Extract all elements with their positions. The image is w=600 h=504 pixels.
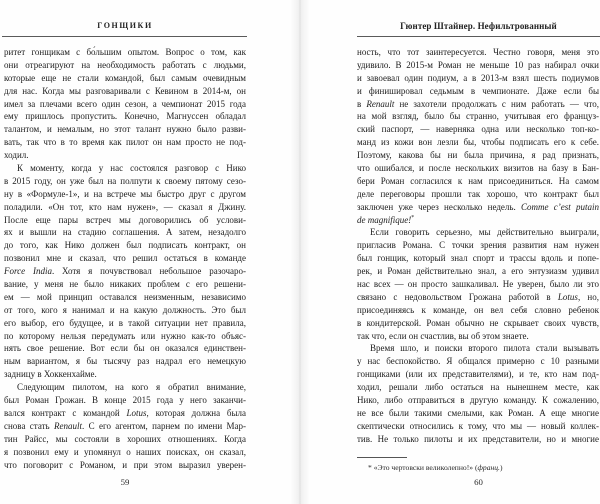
text-line: позвонил мне и сказал, что решил остаться в команде xyxy=(4,253,246,264)
text-line: ях и вышли на стадию соглашения. А затем, незадолго xyxy=(4,227,246,238)
text-line: задницу в Хоккенхайме. xyxy=(4,369,97,380)
text-line: что ошибался, и после нескольких визитов на базу в Бан- xyxy=(357,163,599,174)
text-line: ему пришлось пропустить. Конечно, Магнуссен обладал xyxy=(4,111,246,122)
footnote-text: * «Это чертовски великолепно!» (франц.) xyxy=(368,463,503,472)
text-line: был гонщик, который знал спорт и трассы вдоль и попе- xyxy=(357,253,599,264)
text-line: имел за плечами всего один сезон, а чемпионат 2015 года xyxy=(4,98,246,109)
text-line: так что, если он счастлив, вы об этом знаете. xyxy=(357,330,529,341)
text-line: Следующим пилотом, на кого я обратил внимание, xyxy=(17,382,246,393)
text-line: в Renault не захотели продолжать с ним работать — что, xyxy=(357,98,599,109)
text-line: К моменту, когда у нас состоялся разговор с Нико xyxy=(17,163,246,174)
text-line: до того, как Нико должен был подписать контракт, он xyxy=(4,240,246,251)
text-line: de magnifique!* xyxy=(357,214,415,225)
footnote-rule xyxy=(357,457,407,458)
text-line: Время шло, и поиски второго пилота стали вызывать xyxy=(370,343,599,354)
text-line: талантом, и немалым, но этот талант нужно было разви- xyxy=(4,124,246,135)
text-line: по которому нельзя передумать или нужно как-то объяс- xyxy=(4,330,246,341)
text-line: от того, кого я нанимал и на какую должность. Это был xyxy=(4,304,246,315)
text-line: ность, что тот заинтересуется. Честно говоря, меня это xyxy=(357,47,599,57)
text-line: манд из кожи вон лезли бы, чтобы подписать его к себе. xyxy=(357,137,599,148)
text-line: присоединяясь к команде, он вел себя словно ребенок xyxy=(357,304,599,315)
text-line: После еще пары встреч мы договорились об услови- xyxy=(4,214,246,225)
text-line: я позвонил ему и упомянул о наших поисках, он сказал, xyxy=(4,446,246,457)
text-line: которые еще не стали командой, был самым очевидным xyxy=(4,72,246,83)
text-line: тин Райсс, мы состояли в хороших отношениях. Когда xyxy=(4,433,246,444)
text-line: ным вариантом, я бы тысячу раз надрал его немецкую xyxy=(4,356,246,367)
text-line: в 2015 году, он уже был на полпути к своему пятому сезо- xyxy=(4,175,246,186)
text-line: Нико, либо отправиться в другую команду. К сожалению, xyxy=(357,395,599,406)
text-line: вание, у меня не было никаких проблем с его решени- xyxy=(4,279,246,290)
text-line: и финишировал седьмым в чемпионате. Даже если бы xyxy=(357,85,599,96)
text-line: ский паспорт, — наверняка одна или несколько топ-ко- xyxy=(357,124,599,135)
text-line: Force India. Хотя я почувствовал небольшое разочаро- xyxy=(4,266,246,277)
text-line: бери Роман согласился к нам присоединиться. На самом xyxy=(357,175,599,186)
right-page-number: 60 xyxy=(474,477,483,487)
text-line: поладили. «Он тот, кто нам нужен», — сказал я Джину. xyxy=(4,201,246,212)
text-line: Поэтому, какова бы ни была причина, я рад признать, xyxy=(357,150,599,161)
text-line: что поговорит с Романом, и при этом выразил уверен- xyxy=(4,459,246,470)
text-line: деле переговоры прошли так хорошо, что контракт был xyxy=(357,188,599,199)
header-rule-right xyxy=(357,36,600,37)
text-line: рек, и Роман действительно знал, а его энтузиазм удивил xyxy=(357,266,599,277)
text-line: не все были такими смелыми, как Роман. А еще многие xyxy=(357,407,599,418)
text-line: ходил, решали либо остаться на нынешнем месте, как xyxy=(357,382,599,393)
text-line: в кондитерской. Роман обычно не скрывает своих чувств, xyxy=(357,317,599,328)
text-line: скептически относились к тому, что мы — новый коллек- xyxy=(357,420,599,431)
text-line: и завоевал один подиум, а в 2013-м взял шесть подиумов xyxy=(357,72,599,83)
right-page-header: Гюнтер Штайнер. Нефильтрованный xyxy=(400,21,557,31)
text-line: ну в «Формуле-1», и на встрече мы быстро друг с другом xyxy=(4,188,246,199)
right-page-body xyxy=(357,46,599,446)
text-line: тив. Не только пилоты и их представители, но и многие xyxy=(357,433,599,444)
page-gutter-shadow xyxy=(290,0,310,504)
text-line: для нас. Когда мы разговаривали с Кевином в 2014-м, он xyxy=(4,85,246,96)
text-line: ходил. xyxy=(4,150,29,161)
text-line: снова стать Renault. С его агентом, парнем по имени Мар- xyxy=(4,420,246,431)
text-line: связано с недовольством Грожана работой в Lotus, но, xyxy=(357,291,599,302)
left-page-body xyxy=(4,46,246,471)
text-line: его выбор, его будущее, и в такой ситуации нет правила, xyxy=(4,317,246,328)
text-line: вать, так что в то время как пилот он нам просто не под- xyxy=(4,137,246,148)
text-line: гонщиками (или их представителями), и те, кто нам под- xyxy=(357,369,599,380)
text-line: на мой взгляд, было бы странно, учитывая его француз- xyxy=(357,111,599,122)
text-line: ем — мой принцип оставался неизменным, независимо xyxy=(4,291,246,302)
header-rule-left xyxy=(2,36,247,37)
text-line: нять свое решение. Вот если бы он оказался единствен- xyxy=(4,343,246,354)
text-line: Если говорить серьезно, мы действительно выиграли, xyxy=(370,227,599,238)
text-line: ритет гонщикам с бо́льшим опытом. Вопрос о том, как xyxy=(4,47,246,57)
text-line: нас всех — он просто зашкаливал. Не уверен, было ли это xyxy=(357,279,599,290)
text-line: вался контракт с командой Lotus, которая должна была xyxy=(4,407,246,418)
text-line: удивило. В 2015-м Роман не меньше 10 раз набирал очки xyxy=(357,59,599,70)
text-line: пригласив Романа. С точки зрения развития нам нужен xyxy=(357,240,599,251)
left-page-number: 59 xyxy=(120,477,130,487)
text-line: они отреагируют на необходимость работать с людьми, xyxy=(4,59,246,70)
left-page-header: ГОНЩИКИ xyxy=(97,21,153,30)
text-line: был Роман Грожан. В конце 2015 года у него заканчи- xyxy=(4,395,246,406)
text-line: заключен уже через несколько недель. Comme c’est putain xyxy=(357,201,599,212)
text-line: у нас беспокойство. Я общался примерно с 10 разными xyxy=(357,356,599,367)
